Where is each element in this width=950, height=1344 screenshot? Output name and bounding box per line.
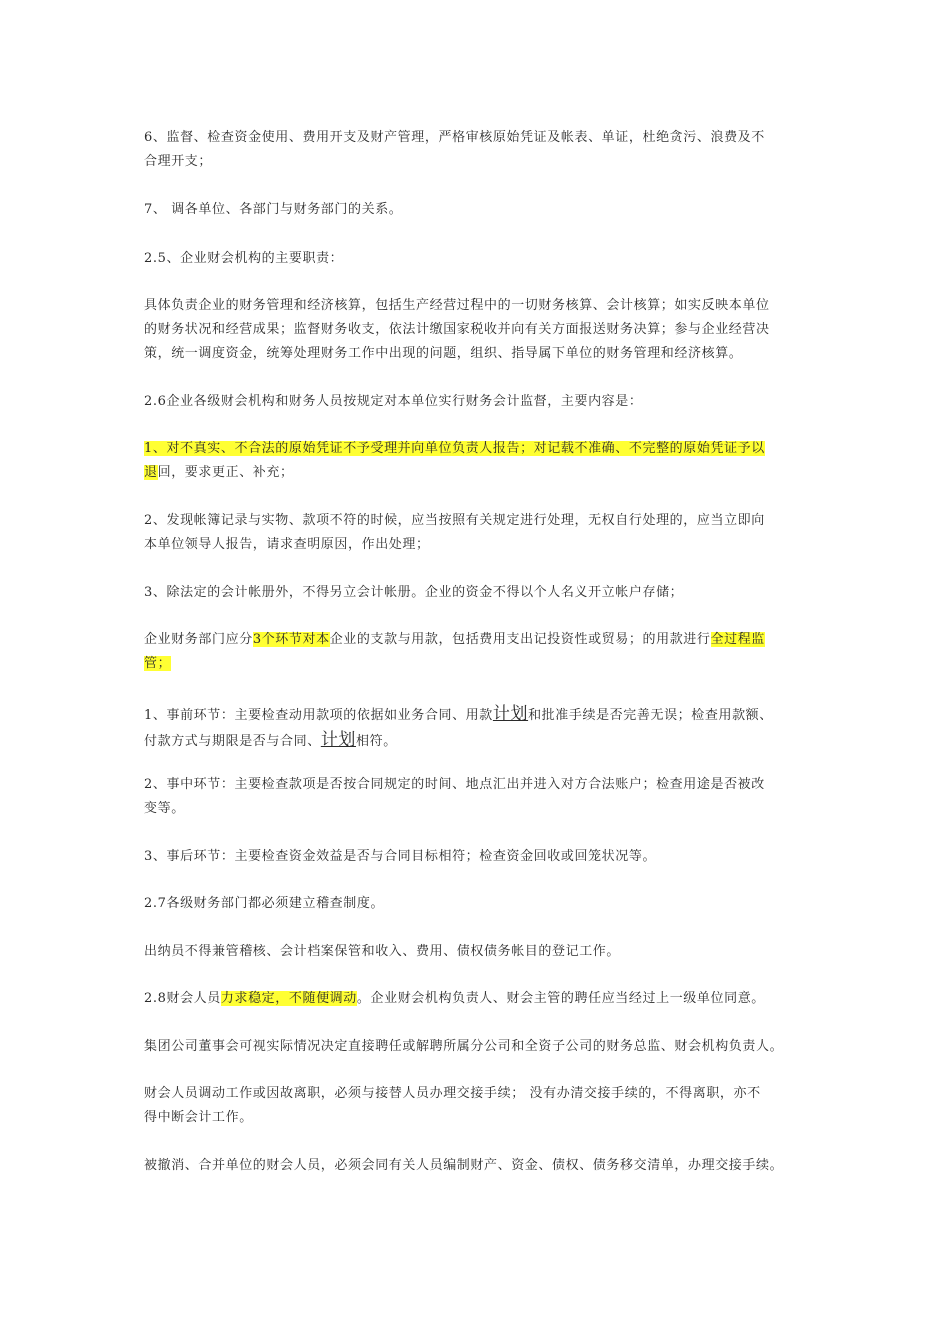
section-2-8-text-a: 2.8财会人员: [144, 991, 221, 1006]
supervision-item-2-line-2: 本单位领导人报告，请求查明原因，作出处理；: [144, 537, 430, 552]
board-appointment-para: 集团公司董事会可视实际情况决定直接聘任或解聘所属分公司和全资子公司的财务总监、财会机构负责人。: [144, 1039, 784, 1054]
section-2-7-para: 出纳员不得兼管稽核、会计档案保管和收入、费用、债权债务帐目的登记工作。: [144, 944, 621, 959]
highlight-mark: 退: [144, 465, 158, 480]
item-6-line-2: 合理开支；: [144, 154, 213, 169]
supervision-item-1-line-2: [144, 464, 294, 482]
supervision-item-2-line-1: 2、发现帐簿记录与实物、款项不符的时候，应当按照有关规定进行处理，无权自行处理的，应当立即向: [144, 513, 765, 528]
fund-control-text-a: 企业财务部门应分: [144, 632, 253, 647]
stage-post: 3、事后环节：主要检查资金效益是否与合同目标相符；检查资金回收或回笼状况等。: [144, 849, 657, 864]
supervision-item-1-line-1: [144, 440, 765, 458]
supervision-item-1-line-2-text: 回，要求更正、补充；: [157, 465, 294, 480]
section-2-5-line-1: 具体负责企业的财务管理和经济核算，包括生产经营过程中的一切财务核算、会计核算；如实反映本单位: [144, 298, 770, 313]
stage-mid-line-1: 2、事中环节：主要检查款项是否按合同规定的时间、地点汇出并进入对方合法账户；检查用途是否被改: [144, 777, 765, 792]
section-2-5-line-3: 策，统一调度资金，统筹处理财务工作中出现的问题，组织、指导属下单位的财务管理和经济核算。: [144, 346, 743, 361]
stage-mid-line-2: 变等。: [144, 801, 185, 816]
item-7: 7、 调各单位、各部门与财务部门的关系。: [144, 202, 403, 217]
highlight-mark: 力求稳定，不随便调动: [220, 991, 357, 1006]
merger-handover-para: 被撤消、合并单位的财会人员，必须会同有关人员编制财产、资金、债权、债务移交清单，办理交接手续。: [144, 1158, 784, 1173]
plan-word: 计划: [320, 730, 357, 750]
fund-control-line-2: [144, 655, 171, 673]
section-2-7-heading: 2.7各级财务部门都必须建立稽查制度。: [144, 896, 385, 911]
handover-line-1: 财会人员调动工作或因故离职，必须与接替人员办理交接手续； 没有办清交接手续的，不得离职，亦不: [144, 1086, 761, 1101]
section-2-8-line: [144, 990, 765, 1008]
highlight-mark: 1、对不真实、不合法的原始凭证不予受理并向单位负责人报告；对记载不准确、不完整的原始凭证予以: [144, 441, 765, 456]
stage-pre-text-b: 和批准手续是否完善无误；检查用款额、: [528, 708, 773, 723]
item-6-line-1: 6、监督、检查资金使用、费用开支及财产管理，严格审核原始凭证及帐表、单证，杜绝贪污、浪费及不: [144, 130, 765, 145]
highlight-mark: 管；: [144, 656, 172, 671]
handover-line-2: 得中断会计工作。: [144, 1110, 253, 1125]
section-2-5-heading: 2.5、企业财会机构的主要职责：: [144, 251, 344, 266]
supervision-item-3: 3、除法定的会计帐册外，不得另立会计帐册。企业的资金不得以个人名义开立帐户存储；: [144, 585, 684, 600]
fund-control-text-b: 企业的支款与用款，包括费用支出记投资性或贸易；的用款进行: [329, 632, 711, 647]
stage-pre-line-1: [144, 705, 773, 725]
stage-pre-line-2: [144, 731, 397, 751]
highlight-mark: 3个环节对本: [252, 632, 330, 647]
section-2-5-line-2: 的财务状况和经营成果；监督财务收支，依法计缴国家税收并向有关方面报送财务决算；参与企业经营决: [144, 322, 770, 337]
highlight-mark: 全过程监: [710, 632, 765, 647]
plan-word: 计划: [492, 704, 529, 724]
stage-pre-text-c: 付款方式与期限是否与合同、: [144, 734, 321, 749]
stage-pre-text-a: 1、事前环节：主要检查动用款项的依据如业务合同、用款: [144, 708, 493, 723]
section-2-6-heading: 2.6企业各级财会机构和财务人员按规定对本单位实行财务会计监督，主要内容是：: [144, 394, 643, 409]
stage-pre-text-d: 相符。: [356, 734, 397, 749]
fund-control-line-1: [144, 631, 765, 649]
section-2-8-text-b: 。企业财会机构负责人、财会主管的聘任应当经过上一级单位同意。: [356, 991, 765, 1006]
